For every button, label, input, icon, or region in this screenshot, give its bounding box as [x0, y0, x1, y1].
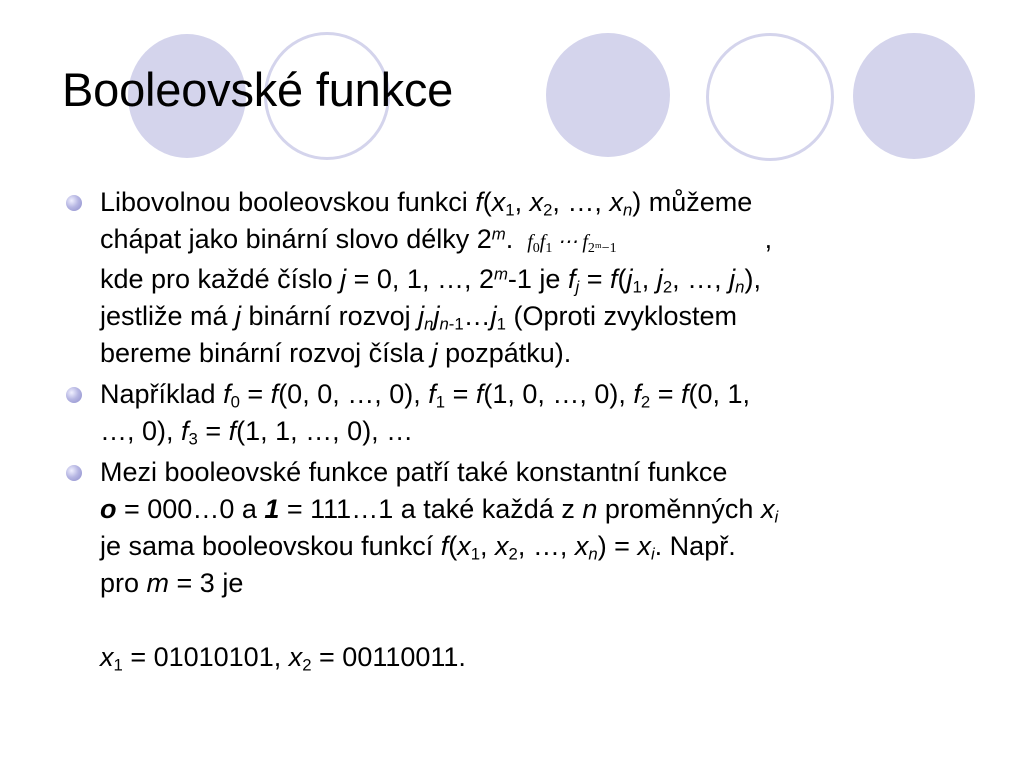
slide-title: Booleovské funkce: [62, 63, 454, 116]
b1-line-1: Libovolnou booleovskou funkci $f(x_1$, $x_2$, …, $x_n$) můžeme: [100, 187, 753, 220]
slide-content: [66, 184, 966, 680]
b3-line-2: o = 000…0 a 1 = 111…1 a také každá z n proměnných $x_i$: [100, 494, 779, 527]
bullet-item-1: [66, 184, 966, 372]
b2-line-2: …, 0), $f_3 = f(1$, 1, …, 0), …: [100, 416, 414, 449]
blank-line: [100, 602, 966, 639]
b3-line-1: Mezi booleovské funkce patří také konstantní funkce: [100, 457, 728, 487]
b1-line-4: jestliže má j binární rozvoj $j_nj_{n-1}\dots j_1$ (Oproti zvyklostem: [100, 301, 738, 334]
binary-word-formula: $f_0f_1$ ⋯ $f_{2ᵐ-1}$: [527, 231, 617, 256]
bullet-icon: [66, 387, 82, 403]
b1-line-2: chápat jako binární slovo délky 2$^m$. $f_0f_1$ ⋯ $f_{2ᵐ-1}$ ,: [100, 224, 773, 256]
b3-line-4: pro m = 3 je: [100, 568, 244, 598]
decor-ring-2: [706, 33, 834, 161]
bullet-item-2: [66, 376, 966, 450]
b1-line-3: kde pro každé číslo j = 0, 1, …, 2$^m$-1 je $f_j = f(j_1$, $j_2$, …, $j_n$),: [100, 264, 761, 297]
decor-circle-3: [853, 33, 975, 159]
b1-line-5: bereme binární rozvoj čísla j pozpátku).: [100, 338, 572, 368]
b3-line-3: je sama booleovskou funkcí $f(x_1$, $x_2$, …, $x_n) = x_i$. Např.: [100, 531, 736, 564]
b3-line-6: $x_1 = 01010101$, $x_2 = 00110011$.: [100, 642, 466, 675]
bullet-item-3: [66, 454, 966, 676]
bullet-icon: [66, 465, 82, 481]
b2-line-1: Například $f_0 = f(0$, 0, …, 0), $f_1 = f(1$, 0, …, 0), $f_2 = f(0$, 1,: [100, 379, 751, 412]
decor-circle-2: [546, 33, 670, 157]
bullet-icon: [66, 195, 82, 211]
